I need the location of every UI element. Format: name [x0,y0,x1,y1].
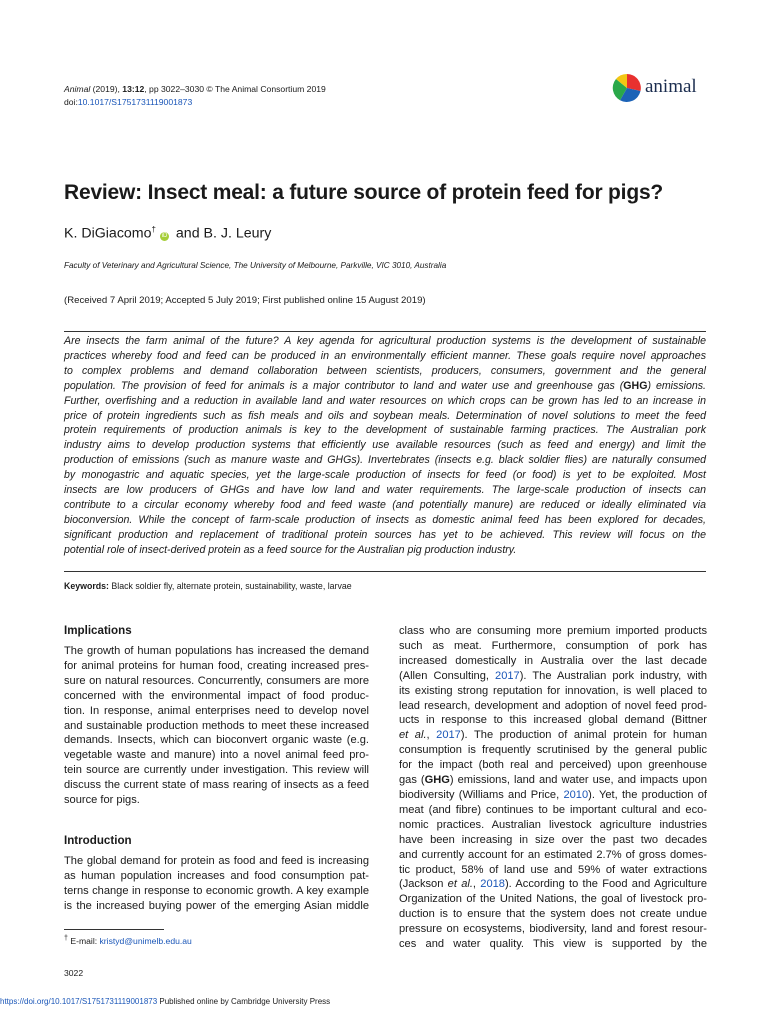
body-text: ). The production of animal protein for human [460,729,707,742]
body-line: tion. In response, animal enterprises need to develop novel [64,704,369,717]
body-line: ces and water quality. This view is supported by the [399,938,707,951]
doi-label: doi: [64,97,78,107]
body-line: consumption is frequently scrutinised by the general public [399,744,707,757]
body-text: gas ( [399,774,425,787]
article-title: Review: Insect meal: a future source of protein feed for pigs? [64,181,664,204]
body-line: for animal proteins for human food, creating increased pres- [64,659,369,672]
introduction-heading: Introduction [64,834,132,847]
doi-link[interactable]: 10.1017/S1751731119001873 [77,97,193,107]
received-dates: (Received 7 April 2019; Accepted 5 July 2019; First published online 15 August 2019) [64,295,426,306]
journal-volume: 13:12 [122,84,145,94]
body-line: The global demand for protein as food and feed is increasing [64,855,369,867]
footnote-label: E-mail: [67,935,100,946]
abstract-bottom-rule [64,571,706,572]
body-text: ). Yet, the production of [588,788,707,801]
body-line: tic product, 58% of land use and 59% of water extractions [399,863,707,876]
body-text: , [426,729,437,742]
body-line: The growth of human populations has increased the demand [64,645,369,657]
abstract-line: bioconversion. While the concept of farm-scale production of insects as domestic animal feed has been explored for decades, [64,513,706,526]
body-text: ) emissions, land and water use, and impacts upon [449,774,707,787]
abstract-line: price of protein ingredients such as fish meals and oils and soybean meals. Determination of novel solutions to meet the feed [64,409,706,422]
body-line: have been increasing in size over the past two decades [399,833,707,846]
body-text: (Jackson [399,878,448,891]
body-line [399,773,707,788]
citation-link[interactable]: 2018 [480,878,505,891]
body-line: its existing strong reputation for innovation, is well placed to [399,684,707,697]
body-line: and currently account for an estimated 2.7% of gross domes- [399,848,707,861]
body-line: vegetable waste and manure) into a novel animal feed pro- [64,749,369,762]
abstract-line: Further, overfishing and a reduction in available land and water resources on which crops can be grown has led to an increase in [64,394,706,407]
body-text: , [472,878,481,891]
introduction-body [64,854,369,914]
body-text: biodiversity (Williams and Price, [399,788,564,801]
body-line [399,788,707,803]
body-text: ). The Australian pork industry, with [519,669,708,682]
body-line: terns change in response to economic growth. A key example [64,884,369,897]
logo-text: animal [645,76,697,97]
email-link[interactable]: kristyd@unimelb.edu.au [99,935,192,946]
doi-url-link[interactable]: https://doi.org/10.1017/S1751731119001873 [0,997,158,1006]
coauthor-name: and B. J. Leury [171,225,272,242]
body-line: is the increased buying power of the emerging Asian middle [64,899,369,912]
body-line: class who are consuming more premium imported products [399,625,707,637]
abstract-text: ) emissions. [647,379,706,392]
body-line: as human population increases and food consumption pat- [64,869,369,882]
footnote [64,934,192,946]
body-text: ). According to the Food and Agriculture [504,878,707,891]
abstract [64,334,706,558]
implications-body [64,644,369,808]
body-line: ucts in response to this increased global demand (Bittner [399,714,707,727]
abstract-top-rule [64,331,706,332]
body-line: increased domestically in Australia over the last decade [399,654,707,667]
body-text: (Allen Consulting, [399,669,496,682]
abstract-line: practices whereby food and feed can be produced in an environmentally efficient manner. These goals require novel approaches [64,349,706,362]
publisher-bar [0,997,330,1006]
right-column-body [399,624,707,952]
doi-line [64,96,192,109]
orcid-icon[interactable]: iD [161,232,168,239]
keywords-label: Keywords: [64,581,109,591]
footnote-rule [64,929,164,930]
abstract-line: significant production and replacement of traditional protein sources has yet to be achieved. This review will focus on the [64,528,706,541]
author-name: K. DiGiacomo [64,225,152,242]
abstract-line [64,379,706,394]
journal-logo [611,72,711,106]
body-line: discuss the current state of mass rearing of insects as a feed [64,779,369,792]
body-line: pressure on ecosystems, biodiversity, land and forest resour- [399,923,707,936]
body-line: duction is to ensure that the system does not create undue [399,908,707,921]
abstract-line: insects are low producers of GHGs and have low land and water requirements. The large-scale production of insects can [64,484,706,497]
body-line: and sustainable production methods to meet these increased [64,719,369,732]
citation-link[interactable]: 2017 [495,669,520,682]
body-line: nomic practices. Australian livestock agriculture industries [399,818,707,831]
abstract-abbrev: GHG [623,379,648,392]
logo-circle-icon [611,72,643,104]
abstract-line: by monogastric and aquatic species, yet the large-scale production of insects for feed (or food) is yet to be exploited. Most [64,469,706,482]
journal-citation [64,83,326,96]
body-line [399,877,707,892]
abstract-line: production of emissions (such as manure waste and GHGs). Invertebrates (insects e.g. black soldier flies) are naturally consumed [64,454,706,467]
abstract-text: population. The provision of feed for animals is a major contributor to land and water use and greenhouse gas ( [64,379,624,392]
page-number: 3022 [64,968,84,978]
body-line: meat (and fibre) continues to be important cultural and eco- [399,803,707,816]
body-line: sure on natural resources. Concurrently, consumers are more [64,674,369,687]
body-line: Organization of the United Nations, the goal of livestock pro- [399,893,707,906]
citation-link[interactable]: 2010 [563,788,589,801]
footnote-marker: † [151,225,156,234]
abstract-line: protein requirements of production animals is key to the development of sustainable farming practices. The Australian pork [64,424,706,437]
body-line: tein source are currently under investigation. This review will [64,764,369,777]
abstract-line: to complex problems and demand collaboration between scientists, producers, consumers, government and the general [64,364,706,377]
body-text: et al. [399,729,427,742]
body-line: for the impact (both real and perceived) upon greenhouse [399,759,707,772]
abstract-line: industry aims to develop production systems that efficiently use available resources (such as feed and energy) and limit the [64,439,706,452]
implications-heading: Implications [64,624,132,637]
keywords [64,581,352,591]
journal-pages: , pp 3022–3030 © The Animal Consortium 2019 [144,84,326,94]
abstract-line: potential role of insect-derived protein as a feed source for the Australian pig production industry. [64,543,517,556]
body-line: such as meat. Furthermore, consumption of pork has [399,639,707,652]
body-text: et al. [447,878,473,891]
keywords-text: Black soldier fly, alternate protein, sustainability, waste, larvae [108,581,352,591]
affiliation: Faculty of Veterinary and Agricultural Science, The University of Melbourne, Parkville, VIC 3010, Australia [64,261,447,270]
citation-link[interactable]: 2017 [436,729,461,742]
author-list [64,225,271,242]
body-line: lead research, development and adoption of novel feed prod- [399,699,707,712]
abstract-line: contribute to a circular economy whereby food and feed waste (and potentially manure) are reduced or ideally eliminated via [64,498,706,511]
body-line: demands. Insects, which can bioconvert organic waste (e.g. [64,734,369,747]
journal-year: (2019), [90,84,123,94]
footnote-marker: † [64,934,68,942]
body-line: source for pigs. [64,794,140,807]
body-line [399,728,707,743]
body-abbrev: GHG [424,774,450,787]
journal-name: Animal [64,84,91,94]
published-text: Published online by Cambridge University Press [157,997,331,1006]
body-line [399,669,707,684]
abstract-line: Are insects the farm animal of the future? A key agenda for agricultural production systems is the development of sustainable [64,335,706,347]
body-line: concerned with the environmental impact of food produc- [64,689,369,702]
